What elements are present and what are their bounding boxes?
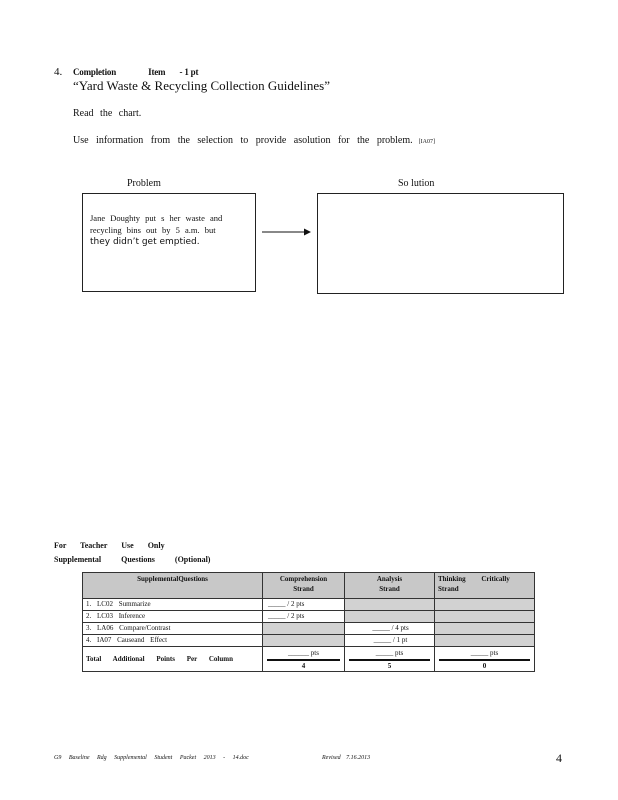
header-thinking-critically: Thinking Critically Strand bbox=[435, 573, 535, 599]
total-label: Total Additional Points Per Column bbox=[83, 647, 263, 672]
table-row bbox=[83, 635, 535, 647]
comp-total-cell[interactable] bbox=[263, 647, 345, 672]
thinking-score-cell bbox=[435, 599, 535, 611]
item-header bbox=[73, 67, 198, 77]
thinking-score-cell bbox=[435, 635, 535, 647]
standard-code: [IA07] bbox=[418, 139, 435, 145]
selection-title: “Yard Waste & Recycling Collection Guidelines” bbox=[73, 78, 330, 93]
thinking-total-cell[interactable] bbox=[435, 647, 535, 672]
analysis-score-cell bbox=[345, 611, 435, 623]
footer-revised: Revised 7.16.2013 bbox=[322, 755, 371, 761]
comp-total-value: 4 bbox=[267, 659, 340, 671]
supplemental-table bbox=[82, 572, 535, 672]
table-header-row bbox=[83, 573, 535, 599]
solution-box[interactable] bbox=[317, 193, 564, 294]
thinking-score-cell bbox=[435, 611, 535, 623]
solution-label: So lution bbox=[398, 178, 435, 189]
table-row bbox=[83, 599, 535, 611]
row-label: 3. LA06 Compare/Contrast bbox=[83, 623, 263, 635]
instruction-use bbox=[73, 135, 435, 146]
total-row bbox=[83, 647, 535, 672]
item-points: - 1 pt bbox=[179, 67, 199, 77]
instruction-use-text: Use information from the selection to provide asolution for the problem. bbox=[73, 135, 413, 146]
analysis-total-pts: _____ pts bbox=[375, 649, 404, 657]
problem-text bbox=[90, 212, 250, 248]
comp-total-pts: ______ pts bbox=[288, 649, 319, 657]
thinking-total-value: 0 bbox=[439, 659, 530, 671]
header-comprehension: Comprehension Strand bbox=[263, 573, 345, 599]
row-label: 2. LC03 Inference bbox=[83, 611, 263, 623]
table-row bbox=[83, 623, 535, 635]
thinking-score-cell bbox=[435, 623, 535, 635]
table-row bbox=[83, 611, 535, 623]
row-label: 1. LC02 Summarize bbox=[83, 599, 263, 611]
analysis-score-cell[interactable]: _____ / 1 pt bbox=[345, 635, 435, 647]
item-type-label: Completion bbox=[73, 67, 117, 77]
footer-file-name: G9 Baseline Rdg Supplemental Student Packet 2013 - 14.doc bbox=[54, 755, 249, 761]
header-supplemental-questions: SupplementalQuestions bbox=[83, 573, 263, 599]
analysis-total-cell[interactable] bbox=[345, 647, 435, 672]
comp-score-cell[interactable]: _____ / 2 pts bbox=[263, 599, 345, 611]
analysis-score-cell bbox=[345, 599, 435, 611]
question-number: 4. bbox=[54, 66, 63, 78]
comp-score-cell bbox=[263, 623, 345, 635]
instruction-read: Read the chart. bbox=[73, 108, 142, 119]
supplemental-heading: Supplemental Questions (Optional) bbox=[54, 555, 211, 564]
problem-line-3: they didn’t get emptied. bbox=[90, 237, 200, 247]
problem-label: Problem bbox=[127, 178, 161, 189]
problem-line-1: Jane Doughty put s her waste and bbox=[90, 213, 223, 223]
problem-box bbox=[82, 193, 256, 292]
teacher-use-heading: For Teacher Use Only bbox=[54, 541, 165, 550]
thinking-total-pts: _____ pts bbox=[470, 649, 499, 657]
header-analysis: Analysis Strand bbox=[345, 573, 435, 599]
analysis-total-value: 5 bbox=[349, 659, 430, 671]
analysis-score-cell[interactable]: _____ / 4 pts bbox=[345, 623, 435, 635]
comp-score-cell bbox=[263, 635, 345, 647]
page-number: 4 bbox=[556, 751, 562, 765]
item-label: Item bbox=[148, 67, 166, 77]
comp-score-cell[interactable]: _____ / 2 pts bbox=[263, 611, 345, 623]
row-label: 4. IA07 Causeand Effect bbox=[83, 635, 263, 647]
problem-line-2: recycling bins out by 5 a.m. but bbox=[90, 225, 216, 235]
right-arrow-icon bbox=[262, 225, 312, 239]
